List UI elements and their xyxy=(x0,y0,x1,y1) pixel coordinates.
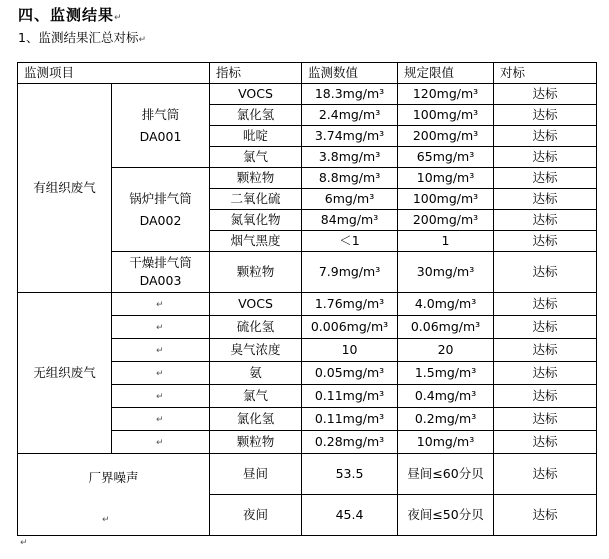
empty-source-cell xyxy=(112,362,210,385)
empty-source-cell xyxy=(112,293,210,316)
limit-cell: 4.0mg/m³ xyxy=(398,293,494,316)
indicator-cell: 臭气浓度 xyxy=(210,339,302,362)
empty-source-cell xyxy=(112,316,210,339)
header-monitoring-item: 监测项目 xyxy=(18,63,210,84)
measured-value-cell: 2.4mg/m³ xyxy=(302,105,398,126)
limit-cell: 夜间≤50分贝 xyxy=(398,495,494,536)
limit-cell: 10mg/m³ xyxy=(398,431,494,454)
indicator-cell: 硫化氢 xyxy=(210,316,302,339)
indicator-cell: 二氧化硫 xyxy=(210,189,302,210)
indicator-cell: 氯气 xyxy=(210,147,302,168)
paragraph-mark: ↵ xyxy=(156,300,164,310)
measured-value-cell: ＜1 xyxy=(302,231,398,252)
measured-value-cell: 0.05mg/m³ xyxy=(302,362,398,385)
indicator-cell: 颗粒物 xyxy=(210,431,302,454)
source-da001-code: DA001 xyxy=(139,128,182,144)
measured-value-cell: 53.5 xyxy=(302,454,398,495)
compliance-cell: 达标 xyxy=(494,210,597,231)
source-da003 xyxy=(112,252,210,293)
category-boundary-noise xyxy=(18,454,210,536)
compliance-cell: 达标 xyxy=(494,385,597,408)
header-measured-value: 监测数值 xyxy=(302,63,398,84)
limit-cell: 200mg/m³ xyxy=(398,126,494,147)
indicator-cell: 氨 xyxy=(210,362,302,385)
compliance-cell: 达标 xyxy=(494,147,597,168)
paragraph-mark: ↵ xyxy=(102,515,110,525)
monitoring-results-table xyxy=(17,62,597,536)
measured-value-cell: 0.11mg/m³ xyxy=(302,408,398,431)
measured-value-cell: 84mg/m³ xyxy=(302,210,398,231)
compliance-cell: 达标 xyxy=(494,126,597,147)
indicator-cell: 夜间 xyxy=(210,495,302,536)
limit-cell: 0.4mg/m³ xyxy=(398,385,494,408)
limit-cell: 65mg/m³ xyxy=(398,147,494,168)
source-da003-name: 干燥排气筒 xyxy=(129,255,192,270)
compliance-cell: 达标 xyxy=(494,362,597,385)
paragraph-mark: ↵ xyxy=(156,346,164,356)
source-da002-code: DA002 xyxy=(139,212,182,228)
limit-cell: 0.06mg/m³ xyxy=(398,316,494,339)
paragraph-mark: ↵ xyxy=(156,369,164,379)
header-compliance: 对标 xyxy=(494,63,597,84)
limit-cell: 昼间≤60分贝 xyxy=(398,454,494,495)
indicator-cell: 颗粒物 xyxy=(210,252,302,293)
paragraph-mark: ↵ xyxy=(114,13,123,23)
compliance-cell: 达标 xyxy=(494,84,597,105)
indicator-cell: 氯化氢 xyxy=(210,105,302,126)
source-da001-name: 排气筒 xyxy=(141,106,180,122)
source-da002 xyxy=(112,168,210,252)
section-subheading xyxy=(18,28,146,46)
limit-cell: 10mg/m³ xyxy=(398,168,494,189)
source-da001 xyxy=(112,84,210,168)
measured-value-cell: 45.4 xyxy=(302,495,398,536)
limit-cell: 120mg/m³ xyxy=(398,84,494,105)
indicator-cell: 氮氧化物 xyxy=(210,210,302,231)
section-heading-text: 四、监测结果 xyxy=(18,6,115,24)
compliance-cell: 达标 xyxy=(494,339,597,362)
limit-cell: 200mg/m³ xyxy=(398,210,494,231)
compliance-cell: 达标 xyxy=(494,252,597,293)
compliance-cell: 达标 xyxy=(494,454,597,495)
empty-source-cell xyxy=(112,431,210,454)
indicator-cell: 烟气黑度 xyxy=(210,231,302,252)
source-da003-code: DA003 xyxy=(139,273,182,288)
paragraph-mark: ↵ xyxy=(156,392,164,402)
compliance-cell: 达标 xyxy=(494,408,597,431)
measured-value-cell: 0.006mg/m³ xyxy=(302,316,398,339)
paragraph-mark: ↵ xyxy=(156,415,164,425)
compliance-cell: 达标 xyxy=(494,231,597,252)
measured-value-cell: 6mg/m³ xyxy=(302,189,398,210)
measured-value-cell: 3.74mg/m³ xyxy=(302,126,398,147)
section-subheading-text: 1、监测结果汇总对标 xyxy=(18,30,139,45)
measured-value-cell: 7.9mg/m³ xyxy=(302,252,398,293)
compliance-cell: 达标 xyxy=(494,293,597,316)
empty-source-cell xyxy=(112,408,210,431)
compliance-cell: 达标 xyxy=(494,168,597,189)
compliance-cell: 达标 xyxy=(494,105,597,126)
limit-cell: 1.5mg/m³ xyxy=(398,362,494,385)
compliance-cell: 达标 xyxy=(494,431,597,454)
paragraph-mark: ↵ xyxy=(20,538,28,548)
indicator-cell: 氯化氢 xyxy=(210,408,302,431)
header-limit: 规定限值 xyxy=(398,63,494,84)
paragraph-mark: ↵ xyxy=(156,438,164,448)
indicator-cell: VOCS xyxy=(210,84,302,105)
measured-value-cell: 0.11mg/m³ xyxy=(302,385,398,408)
compliance-cell: 达标 xyxy=(494,495,597,536)
paragraph-mark: ↵ xyxy=(138,35,147,45)
category-organized-gas: 有组织废气 xyxy=(18,84,112,293)
compliance-cell: 达标 xyxy=(494,189,597,210)
indicator-cell: 吡啶 xyxy=(210,126,302,147)
indicator-cell: 颗粒物 xyxy=(210,168,302,189)
indicator-cell: VOCS xyxy=(210,293,302,316)
limit-cell: 0.2mg/m³ xyxy=(398,408,494,431)
measured-value-cell: 1.76mg/m³ xyxy=(302,293,398,316)
measured-value-cell: 8.8mg/m³ xyxy=(302,168,398,189)
limit-cell: 1 xyxy=(398,231,494,252)
table-row xyxy=(18,454,597,495)
category-unorganized-gas: 无组织废气 xyxy=(18,293,112,454)
measured-value-cell: 0.28mg/m³ xyxy=(302,431,398,454)
header-indicator: 指标 xyxy=(210,63,302,84)
measured-value-cell: 10 xyxy=(302,339,398,362)
limit-cell: 20 xyxy=(398,339,494,362)
measured-value-cell: 3.8mg/m³ xyxy=(302,147,398,168)
table-header-row xyxy=(18,63,597,84)
limit-cell: 100mg/m³ xyxy=(398,189,494,210)
limit-cell: 100mg/m³ xyxy=(398,105,494,126)
paragraph-mark: ↵ xyxy=(156,323,164,333)
limit-cell: 30mg/m³ xyxy=(398,252,494,293)
empty-source-cell xyxy=(112,385,210,408)
source-da002-name: 锅炉排气筒 xyxy=(129,190,192,206)
table-row xyxy=(18,84,597,105)
indicator-cell: 昼间 xyxy=(210,454,302,495)
indicator-cell: 氯气 xyxy=(210,385,302,408)
empty-source-cell xyxy=(112,339,210,362)
measured-value-cell: 18.3mg/m³ xyxy=(302,84,398,105)
results-table-body xyxy=(18,63,597,536)
section-heading xyxy=(18,4,123,25)
category-boundary-noise-label: 厂界噪声 xyxy=(88,470,139,485)
table-row xyxy=(18,293,597,316)
compliance-cell: 达标 xyxy=(494,316,597,339)
